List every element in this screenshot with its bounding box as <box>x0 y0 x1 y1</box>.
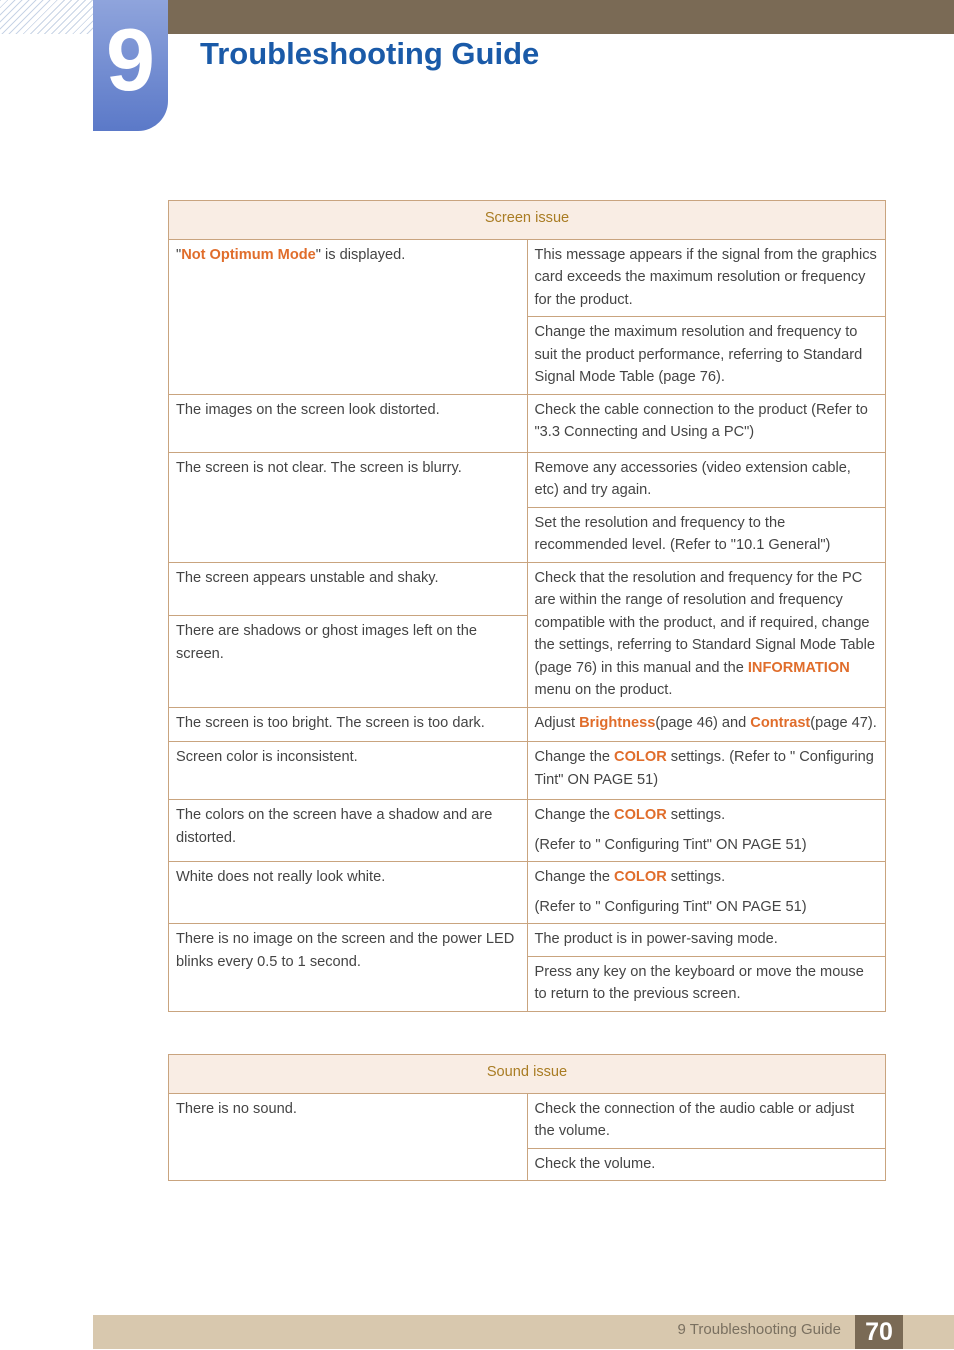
solution-cell: Change the COLOR settings. (Refer to " Configuring Tint" ON PAGE 51) <box>527 800 886 862</box>
problem-cell: There are shadows or ghost images left on the screen. <box>169 616 528 707</box>
problem-cell: The images on the screen look distorted. <box>169 394 528 452</box>
problem-cell: The screen is too bright. The screen is too dark. <box>169 707 528 742</box>
solution-cell: Press any key on the keyboard or move the mouse to return to the previous screen. <box>527 956 886 1011</box>
table-row <box>169 742 886 800</box>
solution-cell: This message appears if the signal from the graphics card exceeds the maximum resolution or frequency for the product. <box>527 239 886 317</box>
table-row <box>169 800 886 862</box>
color-menu-label: COLOR <box>614 749 667 765</box>
solution-cell: Change the maximum resolution and frequency to suit the product performance, referring to Standard Signal Mode Table (page 76). <box>527 317 886 395</box>
color-menu-label: COLOR <box>614 807 667 823</box>
page-title: Troubleshooting Guide <box>200 36 540 71</box>
corner-hatch-pattern <box>0 0 93 34</box>
table-row <box>169 862 886 924</box>
table-row <box>169 562 886 616</box>
table-row <box>169 394 886 452</box>
problem-cell: "Not Optimum Mode" is displayed. <box>169 239 528 394</box>
solution-cell: Adjust Brightness(page 46) and Contrast(page 47). <box>527 707 886 742</box>
problem-cell: The colors on the screen have a shadow and are distorted. <box>169 800 528 862</box>
sound-issue-table <box>168 1054 886 1181</box>
chapter-number-tab: 9 <box>93 0 168 131</box>
solution-cell: Check the cable connection to the product (Refer to "3.3 Connecting and Using a PC") <box>527 394 886 452</box>
solution-cell: Check that the resolution and frequency for the PC are within the range of resolution and frequency compatible with the product, and if required, change the settings, referring to Standard Signal Mode Table (page 76) in this manual and the INFORMATION menu on the product. <box>527 562 886 707</box>
table-row <box>169 452 886 507</box>
problem-cell: There is no sound. <box>169 1093 528 1181</box>
not-optimum-mode-label: Not Optimum Mode <box>181 246 316 263</box>
solution-cell: The product is in power-saving mode. <box>527 924 886 957</box>
page-number: 70 <box>855 1315 903 1349</box>
problem-cell: White does not really look white. <box>169 862 528 924</box>
solution-cell: Remove any accessories (video extension cable, etc) and try again. <box>527 452 886 507</box>
solution-cell: Change the COLOR settings. (Refer to " Configuring Tint" ON PAGE 51) <box>527 742 886 800</box>
problem-cell: Screen color is inconsistent. <box>169 742 528 800</box>
solution-cell: Check the connection of the audio cable or adjust the volume. <box>527 1093 886 1148</box>
footer-chapter-label: 9 Troubleshooting Guide <box>677 1321 841 1338</box>
problem-cell: There is no image on the screen and the power LED blinks every 0.5 to 1 second. <box>169 924 528 1012</box>
sound-issue-heading: Sound issue <box>169 1055 886 1094</box>
screen-issue-heading: Screen issue <box>169 201 886 240</box>
header-bar <box>168 0 954 34</box>
table-row <box>169 924 886 957</box>
solution-cell: Check the volume. <box>527 1148 886 1181</box>
problem-cell: The screen appears unstable and shaky. <box>169 562 528 616</box>
table-row <box>169 239 886 317</box>
solution-cell: Change the COLOR settings. (Refer to " Configuring Tint" ON PAGE 51) <box>527 862 886 924</box>
solution-cell: Set the resolution and frequency to the recommended level. (Refer to "10.1 General") <box>527 507 886 562</box>
table-row <box>169 707 886 742</box>
information-menu-label: INFORMATION <box>747 659 850 676</box>
brightness-label: Brightness <box>579 714 656 731</box>
table-row <box>169 1093 886 1148</box>
screen-issue-table <box>168 200 886 1012</box>
contrast-label: Contrast <box>750 714 811 731</box>
color-menu-label: COLOR <box>614 869 667 885</box>
problem-cell: The screen is not clear. The screen is blurry. <box>169 452 528 562</box>
